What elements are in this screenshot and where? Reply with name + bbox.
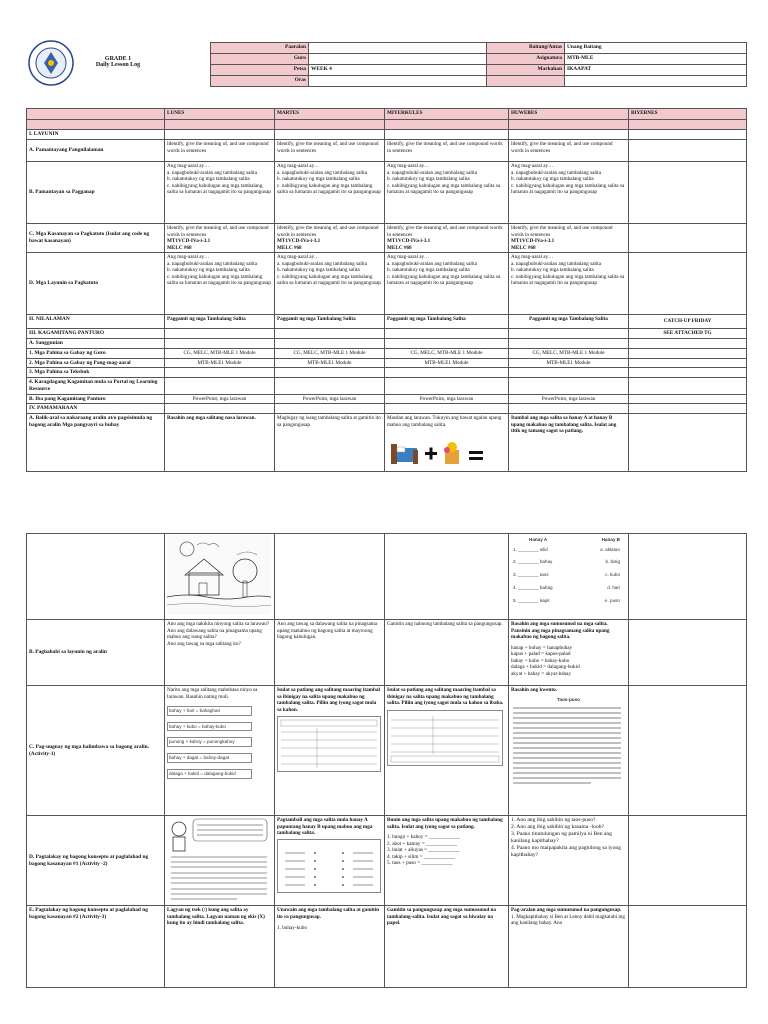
rb-thu: PowerPoint, mga larawan: [509, 394, 629, 404]
label-guro: Guro: [211, 54, 309, 65]
label-karagdagang-kagamitan: 4. Karagdagang Kagamitan mula sa Portal ng Learning Resource: [27, 378, 165, 395]
rb-tue: PowerPoint, mga larawan: [275, 394, 385, 404]
pc-thu: Basahin ang kwento. Taos-puso: [509, 686, 629, 816]
ra-thu: Itambal ang mga salita sa hanay A at hanay B upang makabuo ng tambalang salita. Isulat ang titik ng tamang sagot sa patlang.: [509, 414, 629, 472]
label-kasanayan: C. Mga Kasanayan sa Pagkatuto (Isulat ang code ng bawat kasanayan): [27, 224, 165, 253]
label-petsa: Petsa: [211, 65, 309, 76]
label-pag-uugnay: C. Pag-uugnay ng mga halimbawa sa bagong aralin. (Activity-1): [27, 686, 165, 816]
label-pamantayang-pangnilalaman: A. Pamantayang Pangnilalaman: [27, 140, 165, 162]
value-guro: [309, 54, 487, 65]
section-layunin: I. LAYUNIN: [27, 130, 165, 140]
b-mon: Ang mag-aaral ay… a. napagbubukl-aralan ang tambalang salita b. nakatutukoy ng mga tambalang salita c. nabibigyang kahulugan ang mga tambalang salita sa lumaran at nagagamit ito sa pangungusap: [165, 162, 275, 224]
ra-mon: Basahin ang mga salitang nasa larawan.: [165, 414, 275, 472]
a-mon: Identify, give the meaning of, and use compound words in sentences: [165, 140, 275, 162]
pe-mon: Lagyan ng tsek (/) kung ang salita ay tambalang salita. Lagyan naman ng ekis (X) kung ito ay hindi tambalang salita.: [165, 906, 275, 988]
label-nilalaman: II. NILALAMAN: [27, 315, 165, 329]
r2-mon: MTB-MLE1 Module: [165, 358, 275, 368]
value-paaralan: [309, 43, 487, 54]
label-asignatura: Asignatura: [487, 54, 565, 65]
matching-worksheet: [277, 839, 381, 893]
b-thu: Ang mag-aaral ay… a. napagbubukl-aralan ang tambalang salita b. nakatutukoy ng mga tambalang salita c. nabibigyang kahulugan ang mga tambalang salita sa lumaran at nagagamit ito sa pangungusap: [509, 162, 629, 224]
r1-mon: CG, MELC, MTB-MLE 1 Module: [165, 348, 275, 358]
rb-mon: PowerPoint, mga larawan: [165, 394, 275, 404]
r1-wed: CG, MELC, MTB-MLE 1 Module: [385, 348, 509, 358]
c-mon: Identify, give the meaning of, and use compound words in sentences MT1VCD-IVa-i-3.1 MELC #68: [165, 224, 275, 253]
label-layunin-pagkatuto: D. Mga Layunin sa Pagkatuto: [27, 253, 165, 315]
value-baitang: Unang Baitang: [565, 43, 747, 54]
d-wed: Ang mag-aaral ay… a. napagbubukl-aralan ang tambalang salita b. nakatutukoy ng mga tambalang salita c. nabibigyang kahulugan ang mga tambalang salita sa lumaran at nagagamit ito sa pangungusap: [385, 253, 509, 315]
label-markahan: Markahan: [487, 65, 565, 76]
grade-title: GRADE 1: [104, 56, 132, 62]
value-empty: [565, 76, 747, 87]
ra-wed: Masdan ang larawan. Tukuyin ang bawat ngalan upang mabuo ang tambalang salita.: [385, 414, 509, 472]
c-wed: Identify, give the meaning of, and use compound words in sentences MT1VCD-IVa-i-3.1 MELC #68: [385, 224, 509, 253]
day-tue: MARTES: [275, 109, 385, 120]
rb-wed: PowerPoint, mga larawan: [385, 394, 509, 404]
see-attached-tg: SEE ATTACHED TG: [629, 329, 747, 339]
label-teksbuk: 3. Mga Pahina sa Teksbuk: [27, 368, 165, 378]
d-thu: Ang mag-aaral ay… a. napagbubukl-aralan ang tambalang salita b. nakatutukoy ng mga tambalang salita c. nabibigyang kahulugan ang mga tambalang salita sa lumaran at nagagamit ito sa pangungusap: [509, 253, 629, 315]
label-iba-pang-kagamitan: B. Iba pang Kagamitang Panturo: [27, 394, 165, 404]
pe-thu: Pag-aralan ang mga sumusunod na pangungusap. 1. Magkapitbahay si Ben at Lenny dahil magkatabi ing ang kanilang bahay. Ano: [509, 906, 629, 988]
label-pamamaraan: IV. PAMAMARAAN: [27, 404, 165, 414]
pd-mon: [165, 816, 275, 906]
child-explainer-illustration: [167, 817, 271, 901]
label-gabay-mag-aaral: 2. Mga Pahina sa Gabay ng Pang-mag-aaral: [27, 358, 165, 368]
story-text-lines: [511, 702, 623, 792]
day-fri: BIYERNES: [629, 109, 747, 120]
day-wed: MIYERKULES: [385, 109, 509, 120]
worksheet-thumbnail: [387, 710, 503, 766]
dll-continuation-table: [26, 533, 747, 988]
c-thu: Identify, give the meaning of, and use compound words in sentences MT1VCD-IVa-i-3.1 MELC #68: [509, 224, 629, 253]
label-balik-aral: A. Balik-aral sa nakaraang aralin at/o pagsisimula ng bagong aralin Mga pangyayri sa buhay: [27, 414, 165, 472]
pb-thu: Basahin ang mga sumusunod na mga salita. Pansinin ang mga pinagsamang salita upang makabuo ng bagong salita. hanap + buhay = hanapbuhay kapus + palad = kapus-palad bahay + kubo = bahay-kubo dalaga + bukid = dalagang-bukid akyat + bahay = akyat-bahay: [509, 620, 629, 686]
pd-thu: 1. Ano ang ibig sabihin ng taos-puso? 2. Ano ang ibig sabihin ng kasama -loob? 3. Paano tinutulungan ng pamilya ni Ben ang kanilang kapitbahay? 4. Paano mo maipapakita ang pagtulong sa iyong kapitbahay?: [509, 816, 629, 906]
pd-tue: Pagtambali ang mga salita mula hanay A papuntang hanay B upang mabuo ang mga tambalang salita.: [275, 816, 385, 906]
r1-tue: CG, MELC, MTB-MLE 1 Module: [275, 348, 385, 358]
label-pamantayan-pagganap: B. Pamantayan sa Pagganap: [27, 162, 165, 224]
nil-mon: Paggamit ng mga Tambalang Salita: [165, 315, 275, 329]
r1-thu: CG, MELC, MTB-MLE 1 Module: [509, 348, 629, 358]
d-mon: Ang mag-aaral ay… a. napagbubukl-aralan ang tambalang salita b. nakatutukoy ng mga tambalang salita c. nabibigyang kahulugan ang mga tambalang salita sa lumaran at nagagamit ito sa pangungusap: [165, 253, 275, 315]
label-kagamitan: III. KAGAMITANG PANTURO: [27, 329, 165, 339]
hanay-b-heading: Hanay B: [601, 537, 620, 542]
r2-thu: MTB-MLE1 Module: [509, 358, 629, 368]
value-asignatura: MTB-MLE: [565, 54, 747, 65]
value-oras: [309, 76, 487, 87]
label-pagtalakay-1: D. Pagtalakay ng bagong konsepto at paglalahad ng bagong kasanayan #1 (Activity -2): [27, 816, 165, 906]
pc-wed: Isulat sa patlang ang salitang maaring itambal sa ibinigay na salita upang makabuo ng tambalang salita. Piliin ang iyong sagot mula sa kahon sa ibaba.: [385, 686, 509, 816]
label-oras: Oras: [211, 76, 309, 87]
pb-wed: Gamitin ang nabuong tambalang salita sa pangungusap.: [385, 620, 509, 686]
pe-wed: Gamitin sa pangungusap ang mga sumusunod na tambalang-salita. Isulat ang sagot sa hiwalay na papel.: [385, 906, 509, 988]
r2-wed: MTB-MLE1 Module: [385, 358, 509, 368]
label-empty: [487, 76, 565, 87]
c-tue: Identify, give the meaning of, and use compound words in sentences MT1VCD-IVa-i-3.1 MELC #68: [275, 224, 385, 253]
label-baitang: Baitang/Antas: [487, 43, 565, 54]
label-paghahabi: B. Paghahabi sa layunin ng aralin: [27, 620, 165, 686]
b-wed: Ang mag-aaral ay… a. napagbubukl-aralan ang tambalang salita b. nakatutukoy ng mga tambalang salita c. nabibigyang kahulugan ang mga tambalang salita sa lumaran at nagagamit ito sa pangungusap: [385, 162, 509, 224]
nil-tue: Paggamit ng mga Tambalang Salita: [275, 315, 385, 329]
b-tue: Ang mag-aaral ay… a. napagbubukl-aralan ang tambalang salita b. nakatutukoy ng mga tambalang salita c. nabibigyang kahulugan ang mga tambalang salita sa lumaran at nagagamit ito sa pangungusap: [275, 162, 385, 224]
dll-subtitle: Daily Lesson Log: [95, 62, 141, 68]
label-gabay-guro: 1. Mga Pahina sa Gabay ng Guro: [27, 348, 165, 358]
pc-tue: Isulat sa patlang ang salitang maaring itambal sa ibinigay na salita upang makabuo ng tambalang salita. Piliin ang iyong sagot mula sa kahon.: [275, 686, 385, 816]
nil-wed: Paggamit ng mga Tambalang Salita: [385, 315, 509, 329]
label-paaralan: Paaralan: [211, 43, 309, 54]
header-fields-table: [210, 42, 747, 87]
ra-tue: Magbigay ng isang tambalang salita at gamitin ito sa pangungusap.: [275, 414, 385, 472]
a-wed: Identify, give the meaning of, and use compound words in sentences: [385, 140, 509, 162]
d-tue: Ang mag-aaral ay… a. napagbubukl-aralan ang tambalang salita b. nakatutukoy ng mga tambalang salita c. nabibigyang kahulugan ang mga tambalang salita sa lumaran at nagagamit ito sa pangungusap: [275, 253, 385, 315]
story-title: Taos-puso: [557, 696, 580, 702]
value-markahan: IKAAPAT: [565, 65, 747, 76]
pe-tue: Unawain ang mga tambalang salita at gamitin ito sa pangungusap. 1. buhay-kubo: [275, 906, 385, 988]
hanay-a-heading: Hanay A: [529, 537, 548, 542]
day-thu: HUWEBES: [509, 109, 629, 120]
pc-mon: Narito ang mga salitang mabubasa ninyo sa larawan. Basahin nating muli. bahay + hari = bahaghari bahay + kubo = bahay-kubo punong + kahoy = punongkahoy bahay + dagat = bahay-dagat dalaga + bukid = dalagang-bukid: [165, 686, 275, 816]
value-petsa: WEEK 4: [309, 65, 487, 76]
dll-main-table: [26, 108, 747, 472]
bed-plus-flower-equals-icon: [389, 440, 499, 468]
deped-logo: [28, 40, 74, 86]
r2-tue: MTB-MLE1 Module: [275, 358, 385, 368]
hanay-matching: Hanay A Hanay B 1. ________ silid a. aklatan 2. ________ bahay b. bisig 3. ________ taos c. kubo 4. ________ bahag d. hari 5. ________ kapit e. puso: [509, 534, 629, 620]
worksheet-thumbnail: [277, 716, 381, 772]
pb-tue: Ano ang tawag sa dalawang salita na pinagsama upang makabuo ng bagong salita at mayroong bagong kahulugan.: [275, 620, 385, 686]
a-thu: Identify, give the meaning of, and use compound words in sentences: [509, 140, 629, 162]
nil-thu: Paggamit ng mga Tambalang Salita: [509, 315, 629, 329]
catch-up-friday: CATCH-UP FRIDAY: [629, 315, 747, 329]
label-sanggunian: A. Sanggunian: [27, 339, 165, 349]
pd-wed: Buuin ang mga salita upang makabuo ng tambalang salita. Isulat ang iyong sagot sa patlang. 1. bungo + kahoy = ____________ 2. abot + kamay = ____________ 3. bulat + aliuyas = ____________ 4. takip + silim = ____________ 5. taos + puso = ____________: [385, 816, 509, 906]
day-mon: LUNES: [165, 109, 275, 120]
pb-mon: Ano ang mga nakikita ninyong salita sa larawan? Ano ang dalawang salita na pinagsama upang mabuo ang isang salita? Ano ang tawag sa mga salitang ito?: [165, 620, 275, 686]
label-pagtalakay-2: E. Pagtalakay ng bagong konsepto at paglalahad ng bagong kasanayan #2 (Activity-3): [27, 906, 165, 988]
a-tue: Identify, give the meaning of, and use compound words in sentences: [275, 140, 385, 162]
landscape-picture: [165, 534, 275, 620]
